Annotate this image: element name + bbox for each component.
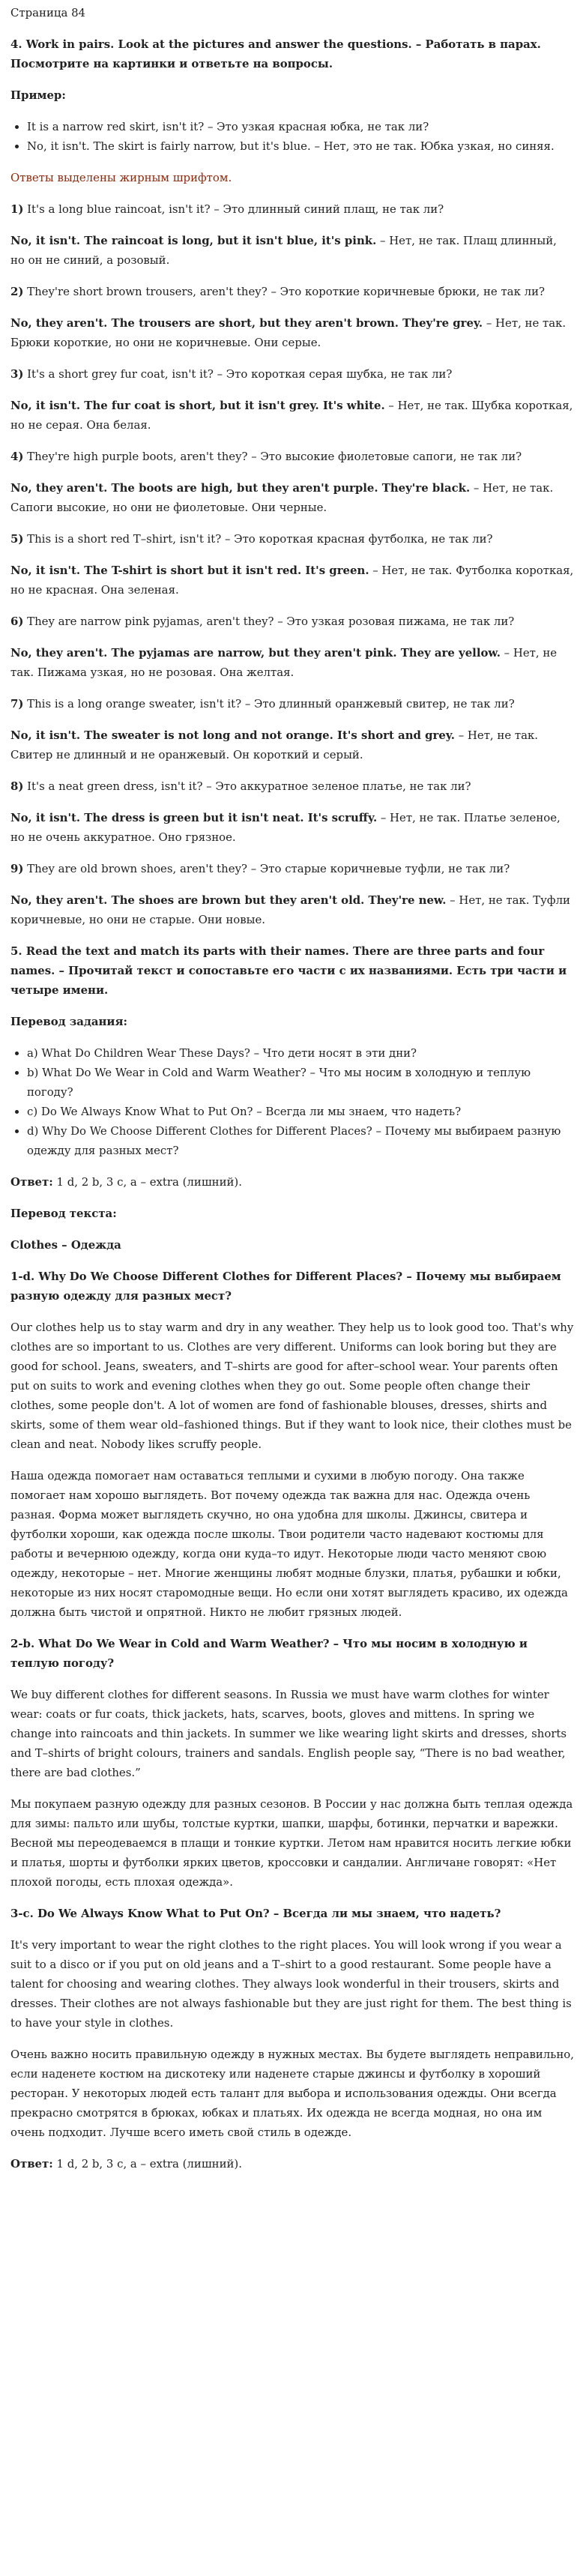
- answer-item: [10, 313, 574, 352]
- part3-russian: Очень важно носить правильную одежду в нужных местах. Вы будете выглядеть неправильно, если наденете костюм на дискотеку или наденете старые джинсы и футболку в хороший ресторан. У некоторых людей есть талант для выбора и использования одежды. Они всегда прекрасно смотрятся в брюках, юбках и платьях. Их одежда не всегда модная, но она им очень подходит. Лучше всего иметь свой стиль в одежде.: [10, 2048, 574, 2139]
- answer-translation: – Нет, не так. Сапоги высокие, но они не фиолетовые. Они черные.: [10, 481, 554, 514]
- answer-bold: No, they aren't. The trousers are short, but they aren't brown. They're grey.: [10, 316, 483, 330]
- part1-english: Our clothes help us to stay warm and dry in any weather. They help us to look good too. That's why clothes are so important to us. Clothes are very different. Uniforms can look boring but they are good for school. Jeans, sweaters, and T–shirts are good for after–school wear. Your parents often put on suits to work and evening clothes when they go out. Some people often change their clothes, some people don't. A lot of women are fond of fashionable blouses, dresses, shirts and skirts, some of them wear old–fashioned things. But if they want to look nice, their clothes must be clean and neat. Nobody likes scruffy people.: [10, 1321, 574, 1451]
- task5-heading: 5. Read the text and match its parts with their names. There are three parts and four names. – Прочитай текст и сопоставьте его части с их названиями. Есть три части и четыре имени.: [10, 944, 567, 997]
- example-item: • No, it isn't. The skirt is fairly narrow, but it's blue. – Нет, это не так. Юбка узкая, но синяя.: [27, 136, 574, 156]
- part3-english: It's very important to wear the right clothes to the right places. You will look wrong if you wear a suit to a disco or if you put on old jeans and a T–shirt to a good restaurant. Some people have a talent for choosing and wearing clothes. They always look wonderful in their trousers, skirts and dresses. Their clothes are not always fashionable but they are just right for them. The best thing is to have your style in clothes.: [10, 1938, 572, 2030]
- answer-bold: No, they aren't. The pyjamas are narrow, but they aren't pink. They are yellow.: [10, 646, 501, 660]
- question-item: [10, 776, 574, 796]
- answer-bold: No, they aren't. The boots are high, but they aren't purple. They're black.: [10, 481, 471, 495]
- answer-bold: No, it isn't. The dress is green but it isn't neat. It's scruffy.: [10, 811, 378, 824]
- question-item: [10, 282, 574, 301]
- part1-heading: 1-d. Why Do We Choose Different Clothes for Different Places? – Почему мы выбираем разную одежду для разных мест?: [10, 1270, 561, 1303]
- question-text: It's a long blue raincoat, isn't it? – Это длинный синий плащ, не так ли?: [27, 202, 444, 216]
- text-title: Clothes – Одежда: [10, 1238, 121, 1252]
- answer-translation: – Нет, не так. Плащ длинный, но он не синий, а розовый.: [10, 234, 557, 267]
- answer-line: Ответ: 1 d, 2 b, 3 c, a – extra (лишний).: [10, 1175, 242, 1189]
- question-item: [10, 364, 574, 384]
- answer-translation: – Нет, не так. Пижама узкая, но не розовая. Она желтая.: [10, 646, 558, 679]
- answer-bold: No, they aren't. The shoes are brown but they aren't old. They're new.: [10, 893, 447, 907]
- question-number: 2): [10, 285, 24, 298]
- question-text: It's a short grey fur coat, isn't it? – Это короткая серая шубка, не так ли?: [27, 367, 453, 381]
- part3-heading: 3-c. Do We Always Know What to Put On? – Всегда ли мы знаем, что надеть?: [10, 1907, 501, 1920]
- question-number: 7): [10, 697, 24, 711]
- question-item: [10, 859, 574, 878]
- answer-translation: – Нет, не так. Платье зеленое, но не очень аккуратное. Оно грязное.: [10, 811, 561, 844]
- answer-bold: No, it isn't. The sweater is not long and not orange. It's short and grey.: [10, 729, 455, 742]
- answer-bold: No, it isn't. The raincoat is long, but it isn't blue, it's pink.: [10, 234, 377, 247]
- text-translation-label: Перевод текста:: [10, 1207, 117, 1220]
- answer-item: [10, 726, 574, 764]
- answer-item: [10, 808, 574, 847]
- question-number: 8): [10, 779, 24, 793]
- question-item: [10, 612, 574, 631]
- qa-list: [10, 199, 574, 929]
- answer-translation: – Нет, не так. Шубка короткая, но не серая. Она белая.: [10, 399, 573, 432]
- example-list: [10, 117, 574, 156]
- answer-translation: – Нет, не так. Футболка короткая, но не красная. Она зеленая.: [10, 564, 574, 597]
- task-option: • b) What Do We Wear in Cold and Warm Weather? – Что мы носим в холодную и теплую погоду?: [27, 1063, 574, 1102]
- answer-item: [10, 478, 574, 517]
- example-item: • It is a narrow red skirt, isn't it? – Это узкая красная юбка, не так ли?: [27, 117, 574, 136]
- answer-item: [10, 561, 574, 600]
- question-item: [10, 447, 574, 466]
- answer-bold: No, it isn't. The fur coat is short, but it isn't grey. It's white.: [10, 399, 385, 412]
- part1-russian: Наша одежда помогает нам оставаться теплыми и сухими в любую погоду. Она также помогает нам хорошо выглядеть. Вот почему одежда так важна для нас. Одежда очень разная. Форма может выглядеть скучно, но она удобна для школы. Джинсы, свитера и футболки хороши, как одежда после школы. Твои родители часто надевают костюмы для работы и вечернюю одежду, когда они куда–то идут. Некоторые люди часто меняют свою одежду, некоторые – нет. Многие женщины любят модные блузки, платья, рубашки и юбки, некоторые из них носят старомодные вещи. Но если они хотят выглядеть красиво, их одежда должна быть чистой и опрятной. Никто не любит грязных людей.: [10, 1469, 568, 1619]
- question-item: [10, 529, 574, 549]
- answer-translation: – Нет, не так. Брюки короткие, но они не коричневые. Они серые.: [10, 316, 567, 349]
- task-option: • c) Do We Always Know What to Put On? – Всегда ли мы знаем, что надеть?: [27, 1102, 574, 1121]
- answer-item: [10, 396, 574, 435]
- part2-russian: Мы покупаем разную одежду для разных сезонов. В России у нас должна быть теплая одежда для зимы: пальто или шубы, толстые куртки, шапки, шарфы, ботинки, перчатки и варежки. Весной мы переодеваемся в плащи и тонкие куртки. Летом нам нравится носить легкие юбки и платья, шорты и футболки ярких цветов, кроссовки и сандалии. Англичане говорят: «Нет плохой погоды, есть плохая одежда».: [10, 1797, 573, 1889]
- question-item: [10, 694, 574, 714]
- answer-item: [10, 890, 574, 929]
- task-option: • a) What Do Children Wear These Days? – Что дети носят в эти дни?: [27, 1043, 574, 1063]
- question-number: 9): [10, 862, 24, 875]
- question-text: It's a neat green dress, isn't it? – Это аккуратное зеленое платье, не так ли?: [27, 779, 471, 793]
- answer-translation: – Нет, не так. Свитер не длинный и не оранжевый. Он короткий и серый.: [10, 729, 539, 761]
- question-text: They are old brown shoes, aren't they? – Это старые коричневые туфли, не так ли?: [27, 862, 510, 875]
- question-number: 3): [10, 367, 24, 381]
- question-number: 5): [10, 532, 24, 546]
- page-number: Страница 84: [10, 6, 86, 19]
- answers-note: Ответы выделены жирным шрифтом.: [10, 171, 232, 184]
- question-item: [10, 199, 574, 219]
- answer-bold: No, it isn't. The T-shirt is short but it isn't red. It's green.: [10, 564, 369, 577]
- question-text: This is a long orange sweater, isn't it? – Это длинный оранжевый свитер, не так ли?: [27, 697, 515, 711]
- part2-english: We buy different clothes for different seasons. In Russia we must have warm clothes for winter wear: coats or fur coats, thick jackets, hats, scarves, boots, gloves and mittens. In spring we change into raincoats and thin jackets. In summer we like wearing light skirts and dresses, shorts and T–shirts of bright colours, trainers and sandals. English people say, “There is no bad weather, there are bad clothes.”: [10, 1688, 567, 1779]
- example-label: Пример:: [10, 88, 66, 102]
- question-text: They're short brown trousers, aren't they? – Это короткие коричневые брюки, не так ли?: [27, 285, 545, 298]
- answer-item: [10, 643, 574, 682]
- translation-label: Перевод задания:: [10, 1015, 127, 1028]
- task-option: • d) Why Do We Choose Different Clothes for Different Places? – Почему мы выбираем разную одежду для разных мест?: [27, 1121, 574, 1160]
- part2-heading: 2-b. What Do We Wear in Cold and Warm Weather? – Что мы носим в холодную и теплую погоду?: [10, 1637, 528, 1670]
- question-number: 6): [10, 615, 24, 628]
- question-text: This is a short red T–shirt, isn't it? – Это короткая красная футболка, не так ли?: [27, 532, 493, 546]
- question-number: 1): [10, 202, 24, 216]
- answer-translation: – Нет, не так. Туфли коричневые, но они не старые. Они новые.: [10, 893, 570, 926]
- question-text: They're high purple boots, aren't they? – Это высокие фиолетовые сапоги, не так ли?: [27, 450, 522, 463]
- task-options-list: [10, 1043, 574, 1160]
- task4-heading: 4. Work in pairs. Look at the pictures and answer the questions. – Работать в парах. Посмотрите на картинки и ответьте на вопросы.: [10, 37, 541, 70]
- question-number: 4): [10, 450, 24, 463]
- final-answer-line: Ответ: 1 d, 2 b, 3 c, a – extra (лишний).: [10, 2157, 242, 2171]
- answer-item: [10, 231, 574, 270]
- question-text: They are narrow pink pyjamas, aren't they? – Это узкая розовая пижама, не так ли?: [27, 615, 515, 628]
